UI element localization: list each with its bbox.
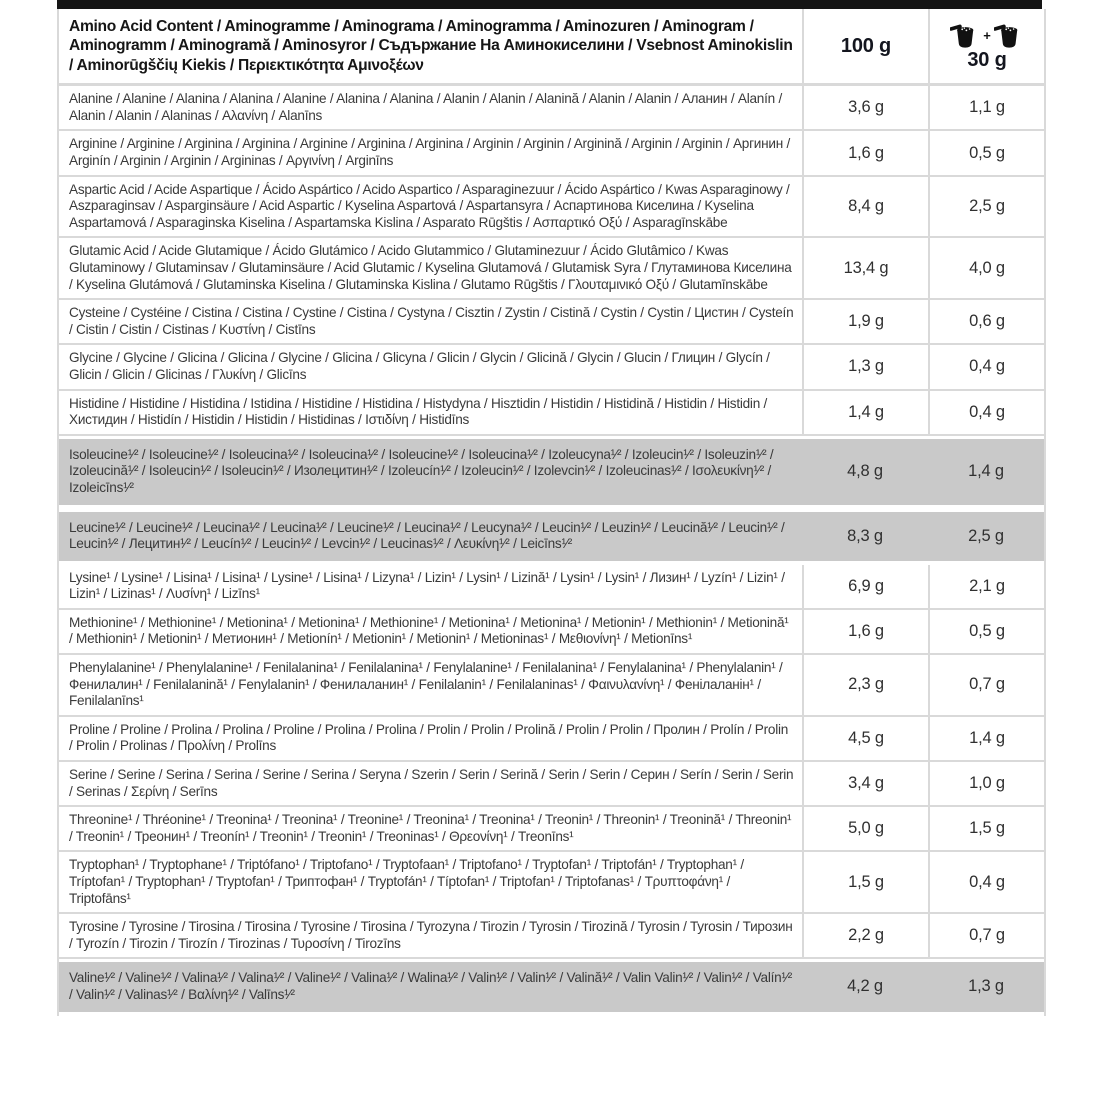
per-30g-value: 2,5 g bbox=[968, 526, 1004, 545]
per-30g-value: 1,5 g bbox=[928, 807, 1044, 850]
table-body bbox=[59, 86, 1044, 1015]
per-30g-value: 0,7 g bbox=[928, 655, 1044, 715]
per-100g-value: 4,8 g bbox=[847, 462, 883, 481]
table-row bbox=[59, 807, 1044, 852]
table-row bbox=[59, 177, 1044, 239]
table-row bbox=[59, 300, 1044, 345]
table-row bbox=[59, 655, 1044, 717]
amino-acid-name: Isoleucine¹⁄² / Isoleucine¹⁄² / Isoleucina¹⁄² / Isoleucina¹⁄² / Isoleucine¹⁄² / Isoleucina¹⁄² / Izoleucyna¹⁄² / Izoleucin¹⁄² / Isoleuzin¹⁄² / Izoleucină¹⁄² / Isoleucin¹⁄² / Isoleucin¹⁄² / Изолецитин¹⁄² / Izoleucín¹⁄² / Izoleucin¹⁄² / Izolevcin¹⁄² / Izoleucinas¹⁄² / Ισολευκίνη¹⁄² / Izoleicīns¹⁄² bbox=[69, 446, 774, 495]
amino-acid-name: Methionine¹ / Methionine¹ / Metionina¹ / Metionina¹ / Methionine¹ / Metionina¹ / Metionina¹ / Metionin¹ / Methionin¹ / Metionină¹ / Methionin¹ / Metionin¹ / Метионин¹ / Metionín¹ / Metionin¹ / Metionin¹ / Metioninas¹ / Μεθιονίνη¹ / Metionīns¹ bbox=[69, 614, 789, 647]
amino-acid-name: Arginine / Arginine / Arginina / Arginina / Arginine / Arginina / Arginina / Arginin / Arginin / Arginină / Arginin / Arginin / Аргинин / Arginín / Arginin / Arginin / Argininas / Αργινίνη / Arginīns bbox=[69, 136, 791, 168]
per-30g-value: 1,3 g bbox=[968, 977, 1004, 996]
amino-acid-name: Cysteine / Cystéine / Cistina / Cistina / Cystine / Cistina / Cystyna / Cisztin / Zystin / Cistină / Cystin / Cystin / Цистин / Cysteín / Cistin / Cistin / Cistinas / Κυστίνη / Cistīns bbox=[69, 305, 794, 337]
amino-acid-name: Glycine / Glycine / Glicina / Glicina / Glycine / Glicina / Glicyna / Glicin / Glycin / Glicină / Glycin / Glucin / Глицин / Glycín / Glicin / Glicin / Glicinas / Γλυκίνη / Glicīns bbox=[69, 350, 770, 382]
table-row bbox=[59, 86, 1044, 131]
per-100g-value: 13,4 g bbox=[802, 238, 928, 298]
amino-acid-name: Tyrosine / Tyrosine / Tirosina / Tirosina / Tyrosine / Tirosina / Tyrozyna / Tirozin / Tyrosin / Tirozină / Tyrosin / Tyrosin / Тирозин / Tyrozín / Tirozin / Tirozín / Tirozinas / Τυροσίνη / Tirozīns bbox=[69, 919, 793, 951]
amino-acid-name: Serine / Serine / Serina / Serina / Serine / Serina / Seryna / Szerin / Serin / Serină / Serin / Serin / Серин / Serín / Serin / Serin / Serinas / Σερίνη / Serīns bbox=[69, 767, 794, 799]
per-30g-value: 0,5 g bbox=[928, 610, 1044, 653]
per-100g-label: 100 g bbox=[840, 34, 892, 57]
column-header-serving bbox=[928, 9, 1044, 83]
per-30g-value: 1,0 g bbox=[928, 762, 1044, 805]
per-100g-value: 8,4 g bbox=[802, 177, 928, 237]
amino-acid-name: Proline / Proline / Prolina / Prolina / Proline / Prolina / Prolina / Prolin / Prolin / Prolină / Prolin / Prolin / Пролин / Prolín / Prolin / Prolin / Prolinas / Προλίνη / Prolīns bbox=[69, 721, 789, 754]
amino-acid-name: Aspartic Acid / Acide Aspartique / Ácido Aspártico / Acido Aspartico / Asparaginezuur / Ácido Aspártico / Kwas Asparaginowy / Aszparaginsav / Asparginsäure / Acid Aspartic / Kyselina Aspartová / Aspartansyra / Аспартинова Киселина / Kyselina Aspartamová / Asparaginska Kiselina / Aspartamska Kislina / Asparato Rūgštis / Ασπαρτικό Οξύ / Asparagīnskābe bbox=[69, 181, 790, 230]
table-row bbox=[59, 238, 1044, 300]
amino-acid-name: Threonine¹ / Thréonine¹ / Treonina¹ / Treonina¹ / Treonine¹ / Treonina¹ / Treonina¹ / Treonin¹ / Threonin¹ / Treonină¹ / Threonin¹ / Treonin¹ / Треонин¹ / Treonín¹ / Treonin¹ / Treonin¹ / Treoninas¹ / Θρεονίνη¹ / Treonīns¹ bbox=[69, 812, 792, 844]
per-30g-value: 0,6 g bbox=[928, 300, 1044, 343]
per-100g-value: 1,3 g bbox=[802, 345, 928, 388]
table-row bbox=[59, 717, 1044, 762]
per-30g-value: 2,5 g bbox=[928, 177, 1044, 237]
per-100g-value: 1,4 g bbox=[802, 391, 928, 434]
per-30g-value: 0,4 g bbox=[928, 345, 1044, 388]
amino-acid-name: Tryptophan¹ / Tryptophane¹ / Triptófano¹ / Triptofano¹ / Tryptofaan¹ / Triptofano¹ / Tryptofan¹ / Triptofán¹ / Tryptophan¹ / Tríptofan¹ / Tryptophan¹ / Tryptofan¹ / Триптофан¹ / Tryptofán¹ / Típtofan¹ / Triptofan¹ / Triptofanas¹ / Τρυπτοφάνη¹ / Triptofāns¹ bbox=[69, 857, 744, 906]
amino-acid-name: Glutamic Acid / Acide Glutamique / Ácido Glutámico / Acido Glutammico / Glutaminezuur / Ácido Glutâmico / Kwas Glutaminowy / Glutaminsav / Glutaminsäure / Acid Glutamic / Kyselina Glutamová / Glutamisk Syra / Глутаминова Киселина / Kyselina Glutámová / Glutaminska Kiselina / Glutaminska Kislina / Glutamo Rūgštis / Γλουταμινικό Οξύ / Glutamīnskābe bbox=[69, 243, 792, 292]
per-100g-value: 4,2 g bbox=[847, 977, 883, 996]
per-100g-value: 6,9 g bbox=[802, 565, 928, 608]
scoop-icon bbox=[950, 22, 980, 49]
plus-sign: + bbox=[983, 28, 991, 44]
per-30g-value: 1,4 g bbox=[928, 717, 1044, 760]
amino-acid-name: Leucine¹⁄² / Leucine¹⁄² / Leucina¹⁄² / Leucina¹⁄² / Leucine¹⁄² / Leucina¹⁄² / Leucyna¹⁄² / Leucin¹⁄² / Leuzin¹⁄² / Leucină¹⁄² / Leucin¹⁄² / Leucin¹⁄² / Лецитин¹⁄² / Leucín¹⁄² / Leucin¹⁄² / Levcin¹⁄² / Leucinas¹⁄² / Λευκίνη¹⁄² / Leicīns¹⁄² bbox=[69, 519, 785, 552]
table-row bbox=[59, 610, 1044, 655]
per-30g-value: 1,4 g bbox=[968, 462, 1004, 481]
column-header-100g bbox=[802, 9, 928, 83]
per-30g-value: 4,0 g bbox=[928, 238, 1044, 298]
per-100g-value: 5,0 g bbox=[802, 807, 928, 850]
amino-acid-table bbox=[57, 0, 1042, 1016]
table-row bbox=[59, 391, 1044, 436]
amino-acid-name: Phenylalanine¹ / Phenylalanine¹ / Fenilalanina¹ / Fenilalanina¹ / Fenylalanine¹ / Fenilalanina¹ / Fenylalanina¹ / Phenylalanin¹ / Фенилалин¹ / Fenilalanină¹ / Fenylalanin¹ / Фенилаланин¹ / Fenilalanin¹ / Fenilalaninas¹ / Φαινυλανίνη¹ / Фенілаланін¹ / Fenilalanīns¹ bbox=[69, 660, 783, 709]
per-100g-value: 2,2 g bbox=[802, 914, 928, 957]
per-30g-value: 2,1 g bbox=[928, 565, 1044, 608]
serving-scoops bbox=[950, 22, 1023, 49]
per-30g-value: 0,4 g bbox=[928, 852, 1044, 912]
per-30g-value: 0,7 g bbox=[928, 914, 1044, 957]
table-row bbox=[59, 565, 1044, 610]
per-serving-label: 30 g bbox=[967, 49, 1007, 72]
scoop-icon bbox=[994, 22, 1024, 49]
table-row bbox=[59, 131, 1044, 176]
per-100g-value: 3,4 g bbox=[802, 762, 928, 805]
amino-acid-name: Histidine / Histidine / Histidina / Istidina / Histidine / Histidina / Histydyna / Hisztidin / Histidin / Histidină / Histidin / Histidin / Хистидин / Histidín / Histidin / Histidin / Histidinas / Ιστιδίνη / Histidīns bbox=[69, 395, 768, 428]
table-row bbox=[59, 959, 1044, 1015]
amino-acid-name: Valine¹⁄² / Valine¹⁄² / Valina¹⁄² / Valina¹⁄² / Valine¹⁄² / Valina¹⁄² / Walina¹⁄² / Valin¹⁄² / Valin¹⁄² / Valină¹⁄² / Valin Valin¹⁄² / Valin¹⁄² / Valín¹⁄² / Valin¹⁄² / Valinas¹⁄² / Βαλίνη¹⁄² / Valīns¹⁄² bbox=[69, 970, 793, 1002]
table-row bbox=[59, 762, 1044, 807]
per-30g-value: 0,4 g bbox=[928, 391, 1044, 434]
per-100g-value: 1,6 g bbox=[802, 610, 928, 653]
per-100g-value: 8,3 g bbox=[847, 526, 883, 545]
per-100g-value: 1,6 g bbox=[802, 131, 928, 174]
per-100g-value: 2,3 g bbox=[802, 655, 928, 715]
table-row bbox=[59, 436, 1044, 509]
per-30g-value: 0,5 g bbox=[928, 131, 1044, 174]
per-100g-value: 1,5 g bbox=[802, 852, 928, 912]
per-100g-value: 3,6 g bbox=[802, 86, 928, 129]
per-100g-value: 1,9 g bbox=[802, 300, 928, 343]
per-100g-value: 4,5 g bbox=[802, 717, 928, 760]
table-top-rule bbox=[57, 0, 1042, 9]
table-row bbox=[59, 345, 1044, 390]
table-header-row bbox=[59, 9, 1044, 86]
table-title: Amino Acid Content / Aminogramme / Aminograma / Aminogramma / Aminozuren / Aminogram / Aminogramm / Aminogramă / Aminosyror / Съдържание На Аминокиселини / Vsebnost Aminokislin / Aminorūgščių Kiekis / Περιεκτικότητα Αμινοξέων bbox=[69, 18, 793, 74]
amino-acid-name: Lysine¹ / Lysine¹ / Lisina¹ / Lisina¹ / Lysine¹ / Lisina¹ / Lizyna¹ / Lizin¹ / Lysin¹ / Lizină¹ / Lysin¹ / Lysin¹ / Лизин¹ / Lyzín¹ / Lizin¹ / Lizin¹ / Lizinas¹ / Λυσίνη¹ / Lizīns¹ bbox=[69, 569, 785, 602]
per-30g-value: 1,1 g bbox=[928, 86, 1044, 129]
table-row bbox=[59, 509, 1044, 565]
table-row bbox=[59, 852, 1044, 914]
amino-acid-name: Alanine / Alanine / Alanina / Alanina / Alanine / Alanina / Alanina / Alanin / Alanin / Alanină / Alanin / Alanin / Аланин / Alanín / Alanin / Alanin / Alaninas / Αλανίνη / Alanīns bbox=[69, 91, 782, 123]
table-row bbox=[59, 914, 1044, 959]
